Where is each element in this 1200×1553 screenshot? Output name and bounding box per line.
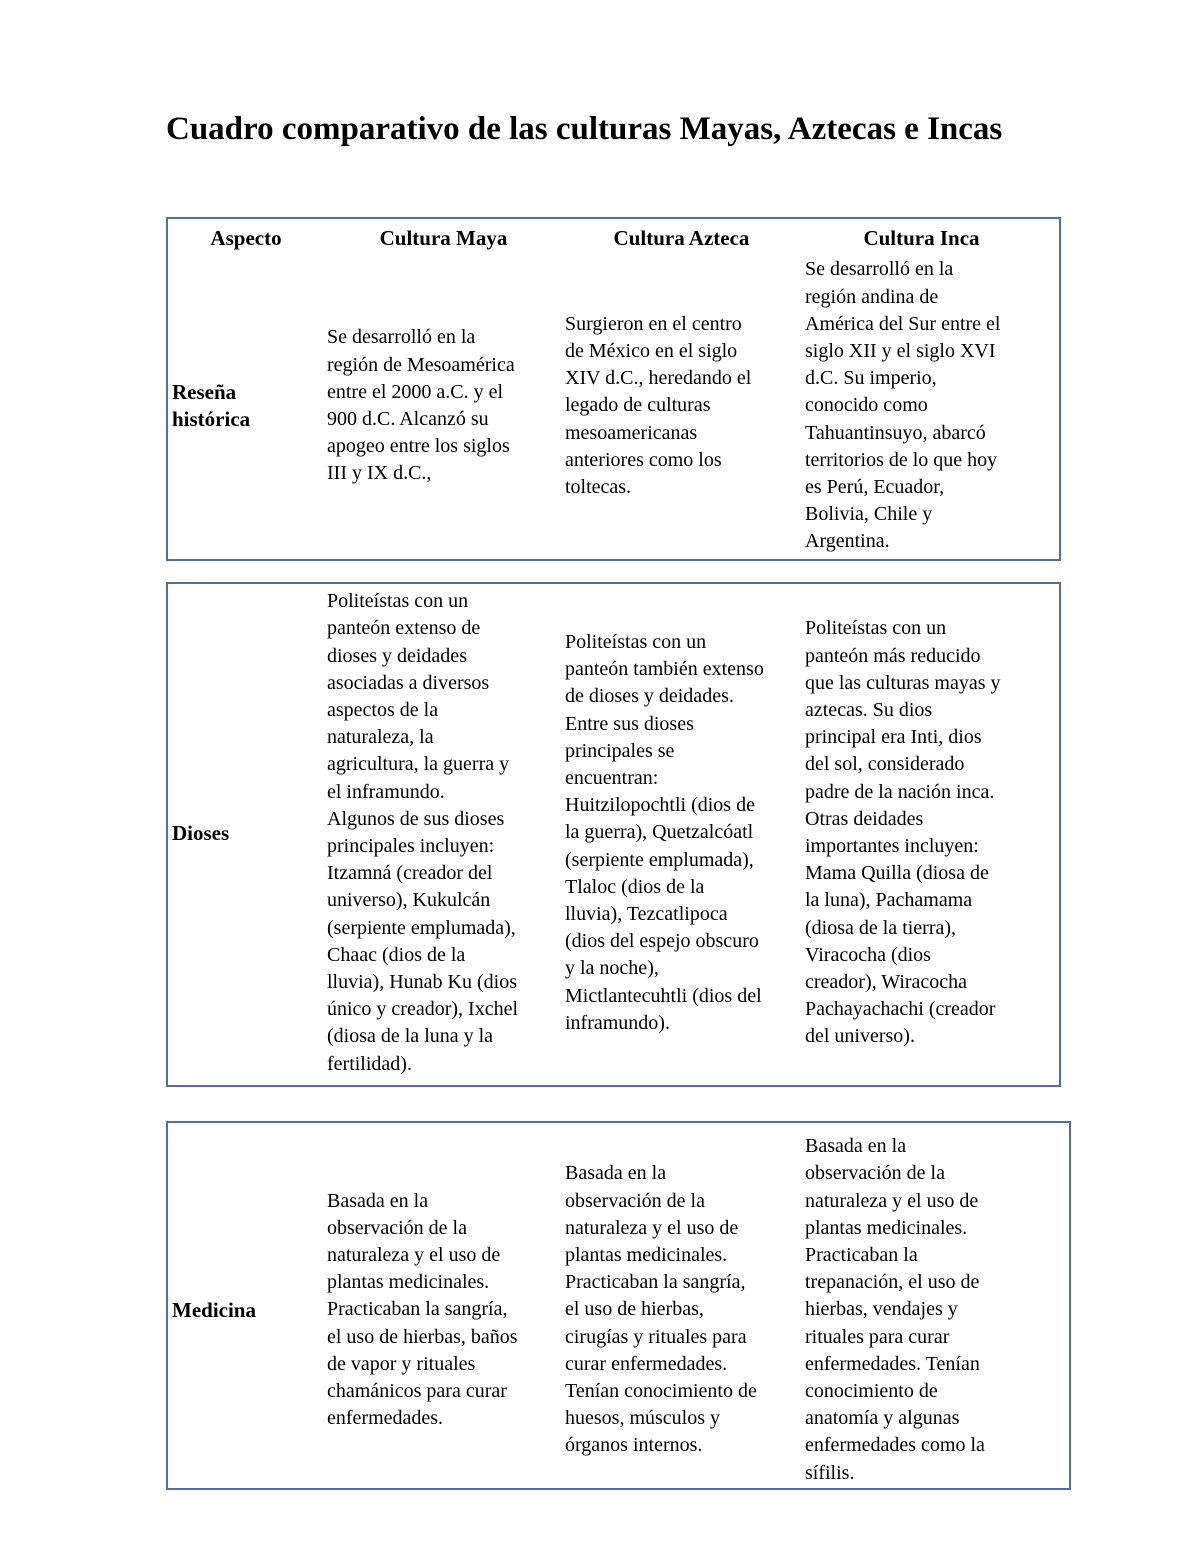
row-label-history: Reseña histórica (172, 380, 251, 431)
cell-history-azteca: Surgieron en el centro de México en el siglo XIV d.C., heredando el legado de culturas mesoamericanas anteriores como los toltecas. (565, 312, 752, 498)
cell-medicine-maya: Basada en la observación de la naturaleza y el uso de plantas medicinales. Practicaban la sangría, el uso de hierbas, baños de vapor y rituales chamánicos para curar enfermedades. (327, 1189, 518, 1430)
column-header-inca: Cultura Inca (863, 226, 980, 250)
row-label-medicine: Medicina (172, 1297, 256, 1322)
document-title: Cuadro comparativo de las culturas Mayas, Aztecas e Incas (166, 111, 1003, 147)
row-label-gods: Dioses (172, 820, 230, 845)
column-header-azteca: Cultura Azteca (613, 226, 750, 250)
cell-history-maya: Se desarrolló en la región de Mesoamérica entre el 2000 a.C. y el 900 d.C. Alcanzó su apogeo entre los siglos III y IX d.C., (327, 326, 515, 485)
cell-gods-maya: Politeístas con un panteón extenso de dioses y deidades asociadas a diversos aspectos de la naturaleza, la agricultura, la guerra y el inframundo. Algunos de sus dioses principales incluyen: Itzamná (creador del universo), Kukulcán (serpiente emplumada), Chaac (dios de la lluvia), Hunab Ku (dios único y creador), Ixchel (diosa de la luna y la fertilidad). (327, 590, 519, 1075)
cell-history-inca: Se desarrolló en la región andina de América del Sur entre el siglo XII y el siglo XVI d.C. Su imperio, conocido como Tahuantinsuyo, abarcó territorios de lo que hoy es Perú, Ecuador, Bolivia, Chile y Argentina. (805, 258, 1001, 553)
cell-medicine-azteca: Basada en la observación de la naturaleza y el uso de plantas medicinales. Practicaban la sangría, el uso de hierbas, cirugías y rituales para curar enfermedades. Tenían conocimiento de huesos, músculos y órganos internos. (565, 1162, 757, 1457)
column-header-maya: Cultura Maya (379, 226, 508, 250)
cell-gods-inca: Politeístas con un panteón más reducido que las culturas mayas y aztecas. Su dios principal era Inti, dios del sol, considerado padre de la nación inca. Otras deidades importantes incluyen: Mama Quilla (diosa de la luna), Pachamama (diosa de la tierra), Viracocha (dios creador), Wiracocha Pachayachachi (creador del universo). (805, 617, 1001, 1048)
cell-gods-azteca: Politeístas con un panteón también extenso de dioses y deidades. Entre sus dioses principales se encuentran: Huitzilopochtli (dios de la guerra), Quetzalcóatl (serpiente emplumada), Tlaloc (dios de la lluvia), Tezcatlipoca (dios del espejo obscuro y la noche), Mictlantecuhtli (dios del inframundo). (565, 630, 764, 1034)
column-header-aspect: Aspecto (210, 226, 282, 250)
cell-medicine-inca: Basada en la observación de la naturaleza y el uso de plantas medicinales. Practicaban la trepanación, el uso de hierbas, vendajes y rituales para curar enfermedades. Tenían conocimiento de anatomía y algunas enfermedades como la sífilis. (805, 1135, 985, 1484)
